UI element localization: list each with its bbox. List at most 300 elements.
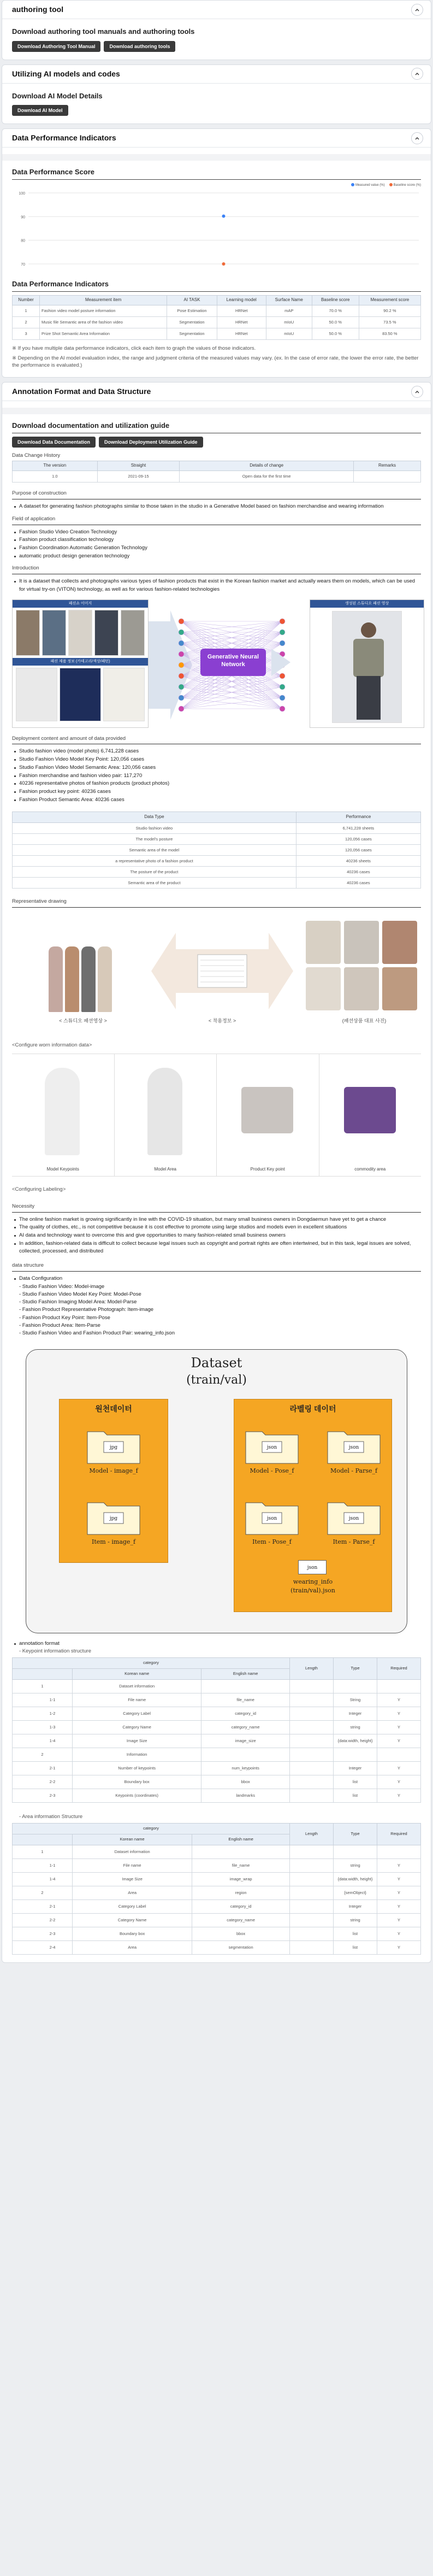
table-cell (377, 1748, 421, 1761)
col-required: Required (377, 1823, 421, 1845)
table-cell: Music file Semantic area of the fashion video (40, 316, 167, 328)
generated-image-label: 생성된 스튜디오 패션 영상 (310, 600, 424, 608)
table-cell: Category Name (73, 1913, 192, 1927)
divider (2, 154, 431, 161)
intro-list (12, 578, 421, 593)
table-cell: 120,056 cases (296, 845, 420, 856)
table-cell: Y (377, 1859, 421, 1872)
table-cell: String (334, 1693, 377, 1707)
table-cell: 1.0 (13, 471, 98, 483)
table-cell: 1-4 (13, 1734, 73, 1748)
table-row (13, 845, 421, 856)
table-row (13, 1775, 421, 1789)
chevron-up-icon[interactable] (411, 386, 423, 398)
col-type: Type (334, 1823, 377, 1845)
model-image-folder: Model - image_f (89, 1467, 138, 1475)
table-cell: 2-3 (13, 1789, 73, 1802)
table-cell: image_size (201, 1734, 290, 1748)
table-cell (377, 1679, 421, 1693)
file-type-label: jpg (109, 1516, 118, 1522)
table-row (13, 1899, 421, 1913)
rep-caption-3: (패션상품 대표 사진) (342, 1018, 387, 1024)
table-cell: 1 (13, 1679, 73, 1693)
network-node (179, 651, 184, 657)
table-cell: Y (377, 1693, 421, 1707)
list-item: Fashion Product Semantic Area: 40236 cases (14, 796, 421, 804)
table-cell: 2-4 (13, 1940, 73, 1954)
ai-model-header[interactable] (2, 65, 431, 84)
indicator-title: Data Performance Indicators (12, 280, 109, 289)
table-cell: Open data for the first time (180, 471, 353, 483)
item-parse-folder: Item - Parse_f (333, 1538, 375, 1546)
structure-line: - Fashion Product Representative Photograph: Item-image (19, 1307, 154, 1313)
list-item: Studio fashion video (model photo) 6,741,228 cases (14, 748, 421, 756)
section-title: Data Performance Indicators (12, 133, 116, 143)
table-cell: 2 (13, 1886, 73, 1899)
table-cell: image_wrap (192, 1872, 290, 1886)
necessity-label: Necessity (12, 1203, 35, 1209)
table-header: AI TASK (167, 295, 217, 305)
structure-line: - Studio Fashion Video: Model-image (19, 1283, 105, 1290)
download-guide-button[interactable]: Download Deployment Utilization Guide (99, 437, 203, 448)
field-label: Field of application (12, 515, 56, 522)
table-row (13, 1940, 421, 1954)
table-cell: 1 (13, 1845, 73, 1859)
table-cell (290, 1679, 334, 1693)
table-row (13, 1927, 421, 1940)
table-header: Data Type (13, 812, 296, 823)
table-cell: Semantic area of the product (13, 878, 296, 889)
table-cell: 120,056 cases (296, 834, 420, 845)
config-label: <Configure worn information data> (12, 1042, 92, 1049)
rep-caption-1: < 스튜디오 패션영상 > (59, 1018, 107, 1024)
performance-chart (12, 187, 424, 269)
table-cell: 2 (13, 316, 40, 328)
table-cell: string (334, 1859, 377, 1872)
guide-title: Download documentation and utilization guide (12, 421, 170, 430)
table-cell: 1 (13, 305, 40, 316)
table-cell (290, 1761, 334, 1775)
table-cell: Y (377, 1899, 421, 1913)
file-type-label: jpg (109, 1445, 118, 1451)
model-pose-folder: Model - Pose_f (250, 1467, 294, 1475)
structure-line: - Studio Fashion Video Model Key Point: Model-Pose (19, 1291, 141, 1297)
table-cell (290, 1859, 334, 1872)
table-cell: Semantic area of the model (13, 845, 296, 856)
wearing-info-label: wearing_info (293, 1578, 333, 1586)
table-cell: 1-1 (13, 1693, 73, 1707)
section-title: Utilizing AI models and codes (12, 69, 120, 78)
table-cell (290, 1872, 334, 1886)
table-cell: 1-3 (13, 1720, 73, 1734)
table-cell: 40236 sheets (296, 856, 420, 867)
table-row (13, 1859, 421, 1872)
download-manual-button[interactable]: Download Authoring Tool Manual (12, 41, 100, 52)
table-cell (334, 1845, 377, 1859)
table-cell: Category Label (73, 1899, 192, 1913)
table-cell: File name (73, 1693, 201, 1707)
table-cell: {data:width, height} (334, 1872, 377, 1886)
table-cell: bbox (201, 1775, 290, 1789)
table-row (13, 867, 421, 878)
table-cell: HRNet (217, 305, 266, 316)
table-header: Details of change (180, 461, 353, 471)
col-length: Length (290, 1657, 334, 1679)
table-row (13, 834, 421, 845)
table-row (13, 823, 421, 834)
list-item: AI data and technology want to overcome this and give opportunities to many fashion-related small business owners (14, 1232, 421, 1240)
authoring-tool-header[interactable] (2, 1, 431, 19)
network-node (179, 640, 184, 646)
dataset-subtitle: (train/val) (186, 1373, 247, 1387)
network-node (280, 619, 285, 624)
table-cell (290, 1734, 334, 1748)
table-cell: num_keypoints (201, 1761, 290, 1775)
table-cell: Studio fashion video (13, 823, 296, 834)
necessity-list (12, 1216, 421, 1256)
keypoint-structure-table (12, 1657, 421, 1803)
legend-baseline: Baseline score (%) (389, 183, 421, 187)
table-row (13, 1913, 421, 1927)
bidirectional-arrow (151, 933, 293, 1009)
table-cell: list (334, 1927, 377, 1940)
col-required: Required (377, 1657, 421, 1679)
table-cell: 40236 cases (296, 867, 420, 878)
table-cell: Integer (334, 1899, 377, 1913)
table-cell: 73.5 % (359, 316, 420, 328)
table-header: Performance (296, 812, 420, 823)
table-cell (201, 1748, 290, 1761)
table-cell (201, 1679, 290, 1693)
table-cell: 2 (13, 1748, 73, 1761)
table-cell: HRNet (217, 316, 266, 328)
table-row (13, 1748, 421, 1761)
table-cell: landmarks (201, 1789, 290, 1802)
table-cell: 83.50 % (359, 328, 420, 339)
table-cell: 2-3 (13, 1927, 73, 1940)
col-korean: Korean name (73, 1834, 192, 1845)
generative-nn-label: Generative Neural Network (207, 653, 259, 668)
file-type-label: json (266, 1516, 277, 1522)
table-row (13, 1872, 421, 1886)
keypoint-structure-title: - Keypoint information structure (19, 1648, 92, 1655)
table-cell: Area (73, 1940, 192, 1954)
table-header: The version (13, 461, 98, 471)
table-cell: Dataset information (73, 1845, 192, 1859)
data-point[interactable] (222, 262, 226, 266)
list-item: Studio Fashion Video Model Key Point: 120,056 cases (14, 756, 421, 764)
table-cell: {semObject} (334, 1886, 377, 1899)
section-subtitle: Download authoring tool manuals and authoring tools (12, 27, 195, 36)
network-node (280, 673, 285, 679)
table-cell: bbox (192, 1927, 290, 1940)
table-header: Learning model (217, 295, 266, 305)
network-node (280, 640, 285, 646)
list-item: Data Configuration (14, 1275, 421, 1283)
list-item: automatic product design generation technology (14, 552, 421, 561)
list-item: The quality of clothes, etc., is not competitive because it is cost effective to promote using large studios and models even in excellent situations (14, 1224, 421, 1232)
table-row (13, 1845, 421, 1859)
download-ai-model-button[interactable]: Download AI Model (12, 105, 68, 116)
table-cell: Y (377, 1872, 421, 1886)
table-cell: Y (377, 1886, 421, 1899)
chevron-up-icon[interactable] (411, 4, 423, 16)
y-tick-label: 90 (21, 215, 25, 220)
table-cell: 2-2 (13, 1913, 73, 1927)
table-row (13, 1679, 421, 1693)
config-caption-4: commodity area (354, 1167, 386, 1172)
history-table (12, 461, 421, 483)
chevron-up-icon[interactable] (411, 68, 423, 80)
table-cell: list (334, 1940, 377, 1954)
network-node (280, 695, 285, 701)
purpose-list (12, 503, 421, 511)
table-cell: Y (377, 1789, 421, 1802)
table-cell: 90.2 % (359, 305, 420, 316)
config-caption-1: Model Keypoints (46, 1167, 79, 1172)
table-cell: Category Label (73, 1707, 201, 1720)
table-cell: Segmentation (167, 316, 217, 328)
table-cell: Category Name (73, 1720, 201, 1734)
table-cell: The model's posture (13, 834, 296, 845)
annotation-list (12, 1640, 421, 1648)
table-cell: The posture of the product (13, 867, 296, 878)
table-cell: Y (377, 1913, 421, 1927)
list-item: A dataset for generating fashion photographs similar to those taken in the studio in a Generative Model based on fashion merchandise and wearing information (14, 503, 421, 511)
structure-label: data structure (12, 1262, 44, 1269)
y-tick-label: 100 (19, 191, 25, 196)
file-type-label: json (348, 1516, 359, 1522)
table-row (13, 878, 421, 889)
table-header: Measurement score (359, 295, 420, 305)
structure-lines (12, 1283, 421, 1338)
rep-caption-2: < 착용정보 > (208, 1018, 236, 1024)
area-structure-title: - Area information Structure (19, 1813, 83, 1820)
table-cell (290, 1693, 334, 1707)
config-caption-2: Model Area (154, 1167, 176, 1172)
table-row (13, 1720, 421, 1734)
structure-line: - Fashion Product Key Point: Item-Pose (19, 1314, 110, 1321)
purpose-label: Purpose of construction (12, 490, 67, 497)
table-cell: Segmentation (167, 328, 217, 339)
col-category: category (13, 1823, 290, 1834)
table-cell (290, 1899, 334, 1913)
divider (2, 408, 431, 414)
table-row (13, 856, 421, 867)
table-row (13, 1886, 421, 1899)
table-cell: 1-2 (13, 1707, 73, 1720)
table-cell: string (334, 1913, 377, 1927)
table-cell: Boundary box (73, 1775, 201, 1789)
table-cell: file_name (192, 1859, 290, 1872)
list-item: Fashion merchandise and fashion video pair: 117,270 (14, 772, 421, 780)
data-point[interactable] (222, 214, 226, 217)
table-cell: Keypoints (coordinates) (73, 1789, 201, 1802)
rep-label: Representative drawing (12, 898, 67, 905)
config-caption-3: Product Key point (250, 1167, 285, 1172)
col-english: English name (192, 1834, 290, 1845)
table-cell: Fashion video model posture information (40, 305, 167, 316)
table-row[interactable] (13, 305, 421, 316)
table-cell: Y (377, 1720, 421, 1734)
table-cell: Integer (334, 1707, 377, 1720)
annotation-section (2, 382, 431, 1963)
table-cell: 6,741,228 sheets (296, 823, 420, 834)
table-cell (290, 1940, 334, 1954)
table-cell: 50.0 % (312, 316, 359, 328)
table-cell: 1-4 (13, 1872, 73, 1886)
area-structure-table (12, 1823, 421, 1955)
table-row (13, 1707, 421, 1720)
col-category: category (13, 1657, 290, 1668)
json-file-icon: json (298, 1560, 327, 1574)
chart-legend (12, 183, 421, 187)
list-item: It is a dataset that collects and photographs various types of fashion products that exist in the Korean fashion market and actually wears them on models, which can be used for virtual try-on (VITON) technology, as well as for various fashion-related technologies (14, 578, 421, 593)
table-cell: 2-1 (13, 1899, 73, 1913)
structure-list (12, 1275, 421, 1283)
table-cell (334, 1748, 377, 1761)
table-cell (290, 1845, 334, 1859)
col-type: Type (334, 1657, 377, 1679)
table-cell (290, 1775, 334, 1789)
table-cell: 2-1 (13, 1761, 73, 1775)
table-header: Straight (97, 461, 180, 471)
field-list (12, 528, 421, 561)
table-cell: Integer (334, 1761, 377, 1775)
list-item: Fashion product classification technology (14, 536, 421, 544)
table-cell (290, 1927, 334, 1940)
product-photos (13, 608, 148, 658)
network-node (179, 673, 184, 679)
table-cell (290, 1707, 334, 1720)
y-tick-label: 70 (21, 262, 25, 267)
performance-section (2, 128, 431, 378)
table-cell: segmentation (192, 1940, 290, 1954)
table-cell: region (192, 1886, 290, 1899)
note-2: ※ Depending on the AI model evaluation index, the range and judgment criteria of the measured values may vary. (ex. In the case of error rate, the lower the error rate, the better the performance is evaluated.) (12, 355, 419, 369)
list-item: Studio Fashion Video Model Semantic Area: 120,056 cases (14, 764, 421, 772)
structure-line: - Studio Fashion Video and Fashion Product Pair: wearing_info.json (19, 1330, 175, 1337)
table-cell: category_name (201, 1720, 290, 1734)
table-cell (377, 1845, 421, 1859)
table-cell: 50.0 % (312, 328, 359, 339)
download-tools-button[interactable]: Download authoring tools (104, 41, 175, 52)
intro-label: Introduction (12, 565, 39, 572)
network-node (280, 706, 285, 711)
section-title: Annotation Format and Data Structure (12, 387, 151, 396)
table-row (13, 1761, 421, 1775)
table-cell: Information (73, 1748, 201, 1761)
table-cell: mIoU (266, 328, 312, 339)
labeling-label: <Configuring Labeling> (12, 1186, 66, 1192)
table-cell: Area (73, 1886, 192, 1899)
authoring-tool-section (2, 0, 431, 60)
download-documentation-button[interactable]: Download Data Documentation (12, 437, 96, 448)
table-cell: category_id (201, 1707, 290, 1720)
col-english: English name (201, 1668, 290, 1679)
product-info-label: 패션 제품 정보 (카테고리/색상/패턴) (13, 658, 148, 666)
network-node (179, 684, 184, 690)
section-title: authoring tool (12, 5, 64, 14)
table-cell (353, 471, 420, 483)
table-cell (334, 1679, 377, 1693)
dataset-title: Dataset (191, 1355, 242, 1371)
table-cell: 40236 cases (296, 878, 420, 889)
dataset-diagram (26, 1349, 407, 1633)
indicator-table (12, 295, 421, 340)
table-cell: File name (73, 1859, 192, 1872)
table-cell: Y (377, 1940, 421, 1954)
ai-model-section (2, 64, 431, 125)
table-cell: list (334, 1789, 377, 1802)
table-cell (290, 1789, 334, 1802)
table-cell: 1-1 (13, 1859, 73, 1872)
network-node (179, 619, 184, 624)
table-cell: HRNet (217, 328, 266, 339)
data-size-table (12, 811, 421, 889)
table-row (13, 1789, 421, 1802)
model-parse-folder: Model - Parse_f (330, 1467, 378, 1475)
table-cell (290, 1886, 334, 1899)
table-cell: 2021-09-15 (97, 471, 180, 483)
list-item: In addition, fashion-related data is difficult to collect because legal issues such as copyright and portrait rights are often intertwined, but in this task, legal issues are solved, collected, processed, and distributed (14, 1240, 421, 1256)
table-cell: Image Size (73, 1872, 192, 1886)
list-item: annotation format (14, 1640, 421, 1648)
table-cell: mIoU (266, 316, 312, 328)
table-cell (290, 1913, 334, 1927)
table-cell (192, 1845, 290, 1859)
note-1: ※ If you have multiple data performance indicators, click each item to graph the values of those indicators. (12, 345, 256, 351)
chevron-up-icon[interactable] (411, 132, 423, 144)
network-node (280, 684, 285, 690)
table-cell: Pose Estimation (167, 305, 217, 316)
list-item: Fashion Studio Video Creation Technology (14, 528, 421, 537)
section-subtitle: Download AI Model Details (12, 91, 103, 100)
y-tick-label: 80 (21, 239, 25, 243)
table-cell: 3 (13, 328, 40, 339)
table-cell: Y (377, 1775, 421, 1789)
list-item: The online fashion market is growing significantly in line with the COVID-19 situation, but many small business owners in Dongdaemun have yet to get a chance (14, 1216, 421, 1224)
structure-line: - Fashion Product Area: Item-Parse (19, 1322, 100, 1328)
representative-figure (12, 911, 421, 1037)
table-row[interactable] (13, 328, 421, 339)
table-cell: Y (377, 1761, 421, 1775)
fashion-show-label: 패션쇼 이미지 (13, 600, 148, 608)
item-image-folder: Item - image_f (91, 1538, 136, 1546)
config-figure (12, 1054, 421, 1177)
table-cell: {data:width, height} (334, 1734, 377, 1748)
table-row (13, 1693, 421, 1707)
table-cell: 70.0 % (312, 305, 359, 316)
performance-header[interactable] (2, 129, 431, 148)
table-cell: category_id (192, 1899, 290, 1913)
table-header: Surface Name (266, 295, 312, 305)
table-cell: Y (377, 1707, 421, 1720)
network-node (179, 695, 184, 701)
file-type-label: json (266, 1445, 277, 1451)
table-header: Remarks (353, 461, 420, 471)
table-cell: category_name (192, 1913, 290, 1927)
table-cell: Image Size (73, 1734, 201, 1748)
table-cell: list (334, 1775, 377, 1789)
list-item: Fashion Coordination Automatic Generation Technology (14, 544, 421, 552)
history-label: Data Change History (12, 452, 61, 458)
annotation-header[interactable] (2, 383, 431, 401)
table-cell: Y (377, 1734, 421, 1748)
table-row[interactable] (13, 316, 421, 328)
table-cell: Y (377, 1927, 421, 1940)
col-korean: Korean name (73, 1668, 201, 1679)
